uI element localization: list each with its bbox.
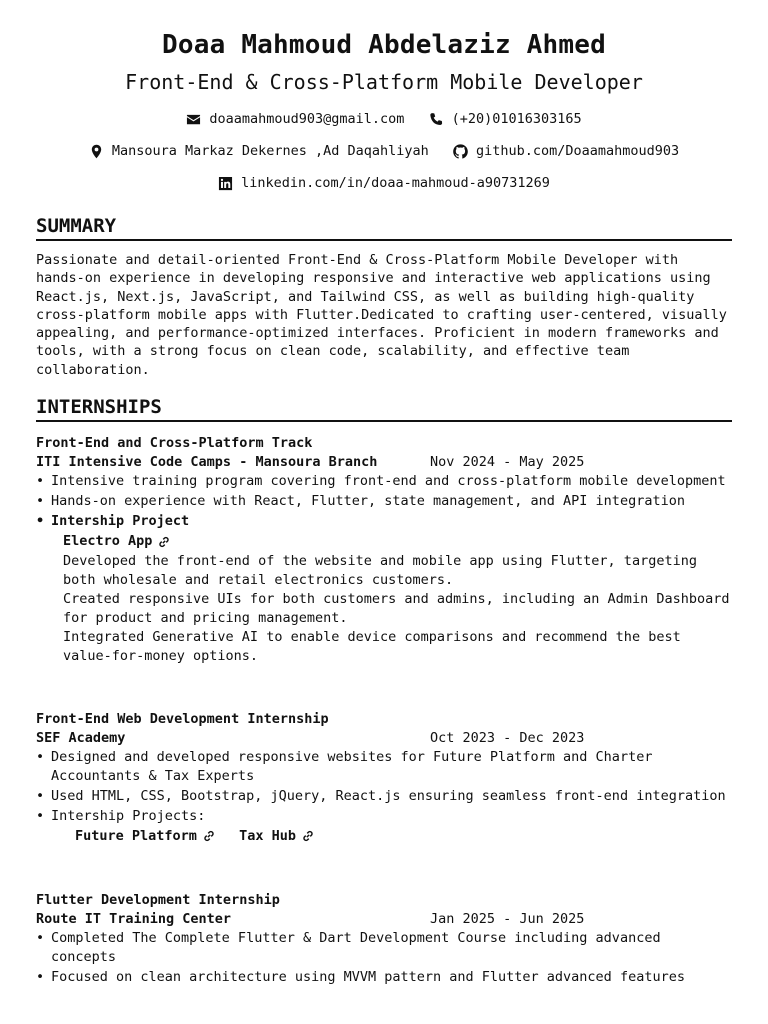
project-description: Developed the front-end of the website and mobile app using Flutter, targeting both wholesale and retail electronics customers.	[63, 553, 697, 588]
internship-title: Front-End and Cross-Platform Track	[36, 435, 313, 451]
bullet-list	[36, 472, 732, 531]
project-detail	[36, 532, 732, 665]
link-icon	[158, 536, 170, 548]
candidate-role: Front-End & Cross-Platform Mobile Developer	[125, 70, 643, 94]
internship-entry	[36, 710, 732, 846]
project-links-row	[36, 827, 732, 846]
list-item: • Used HTML, CSS, Bootstrap, jQuery, React.js ensuring seamless front-end integration	[36, 787, 732, 806]
location-text: Mansoura Markaz Dekernes ,Ad Daqahliyah	[111, 143, 429, 159]
internship-org: SEF Academy	[36, 730, 126, 746]
project-description: Integrated Generative AI to enable device comparisons and recommend the best value-for-money options.	[63, 629, 681, 664]
internship-title: Flutter Development Internship	[36, 892, 280, 908]
org-row	[36, 453, 732, 472]
list-item: • Intership Projects:	[36, 807, 732, 826]
contact-line-2	[36, 143, 732, 163]
github-contact[interactable]	[453, 143, 679, 159]
map-pin-icon	[89, 144, 104, 159]
email-text: doaamahmoud903@gmail.com	[209, 111, 405, 127]
bullet-list	[36, 929, 732, 986]
project-link[interactable]	[75, 827, 215, 846]
github-text: github.com/Doaamahmoud903	[475, 143, 680, 159]
org-row	[36, 910, 732, 929]
linkedin-contact[interactable]	[218, 175, 550, 191]
list-item: • Focused on clean architecture using MVVM pattern and Flutter advanced features	[36, 968, 732, 987]
linkedin-text: linkedin.com/in/doaa-mahmoud-a90731269	[241, 175, 550, 191]
list-item: • Completed The Complete Flutter & Dart Development Course including advanced concepts	[36, 929, 732, 966]
project-description: Created responsive UIs for both customers and admins, including an Admin Dashboard for product and pricing management.	[63, 591, 730, 626]
project-name: Electro App	[63, 533, 153, 549]
internship-org: ITI Intensive Code Camps - Mansoura Branch	[36, 454, 378, 470]
internship-entry	[36, 891, 732, 988]
project-link[interactable]	[239, 827, 314, 846]
link-icon	[302, 830, 314, 842]
project-name: Future Platform	[75, 827, 197, 844]
internship-dates: Oct 2023 - Dec 2023	[430, 730, 585, 746]
email-contact[interactable]	[186, 111, 404, 127]
contact-line-1	[36, 111, 732, 131]
project-link[interactable]	[63, 532, 170, 551]
candidate-name: Doaa Mahmoud Abdelaziz Ahmed	[162, 30, 606, 60]
internship-entry	[36, 434, 732, 665]
phone-contact[interactable]	[429, 111, 582, 127]
list-item: • Intership Project	[36, 512, 732, 531]
internship-dates: Nov 2024 - May 2025	[430, 454, 585, 470]
internship-title: Front-End Web Development Internship	[36, 711, 329, 727]
location-contact	[89, 143, 429, 159]
summary-heading: SUMMARY	[36, 215, 732, 241]
internships-heading: INTERNSHIPS	[36, 396, 732, 422]
internship-dates: Jan 2025 - Jun 2025	[430, 911, 585, 927]
contact-line-3	[36, 175, 732, 195]
list-item: • Hands-on experience with React, Flutter, state management, and API integration	[36, 492, 732, 511]
envelope-icon	[186, 112, 201, 127]
list-item: • Designed and developed responsive websites for Future Platform and Charter Accountants & Tax Experts	[36, 748, 732, 785]
internship-org: Route IT Training Center	[36, 911, 232, 927]
phone-text: (+20)01016303165	[451, 111, 582, 127]
project-name: Tax Hub	[239, 827, 296, 844]
phone-icon	[429, 112, 444, 127]
list-item: • Intensive training program covering front-end and cross-platform mobile development	[36, 472, 732, 491]
summary-text: Passionate and detail-oriented Front-End & Cross-Platform Mobile Developer with hands-on experience in developing responsive and interactive web applications using React.js, Next.js, JavaScript, and Tailwind CSS, as well as building high-quality cross-platform mobile apps with Flutter.Dedicated to crafting user-centered, visually appealing, and performance-optimized interfaces. Proficient in modern frameworks and tools, with a strong focus on clean code, scalability, and effective team collaboration.	[36, 252, 727, 378]
bullet-list	[36, 748, 732, 825]
linkedin-icon	[218, 176, 233, 191]
github-icon	[453, 144, 468, 159]
link-icon	[203, 830, 215, 842]
org-row	[36, 729, 732, 748]
